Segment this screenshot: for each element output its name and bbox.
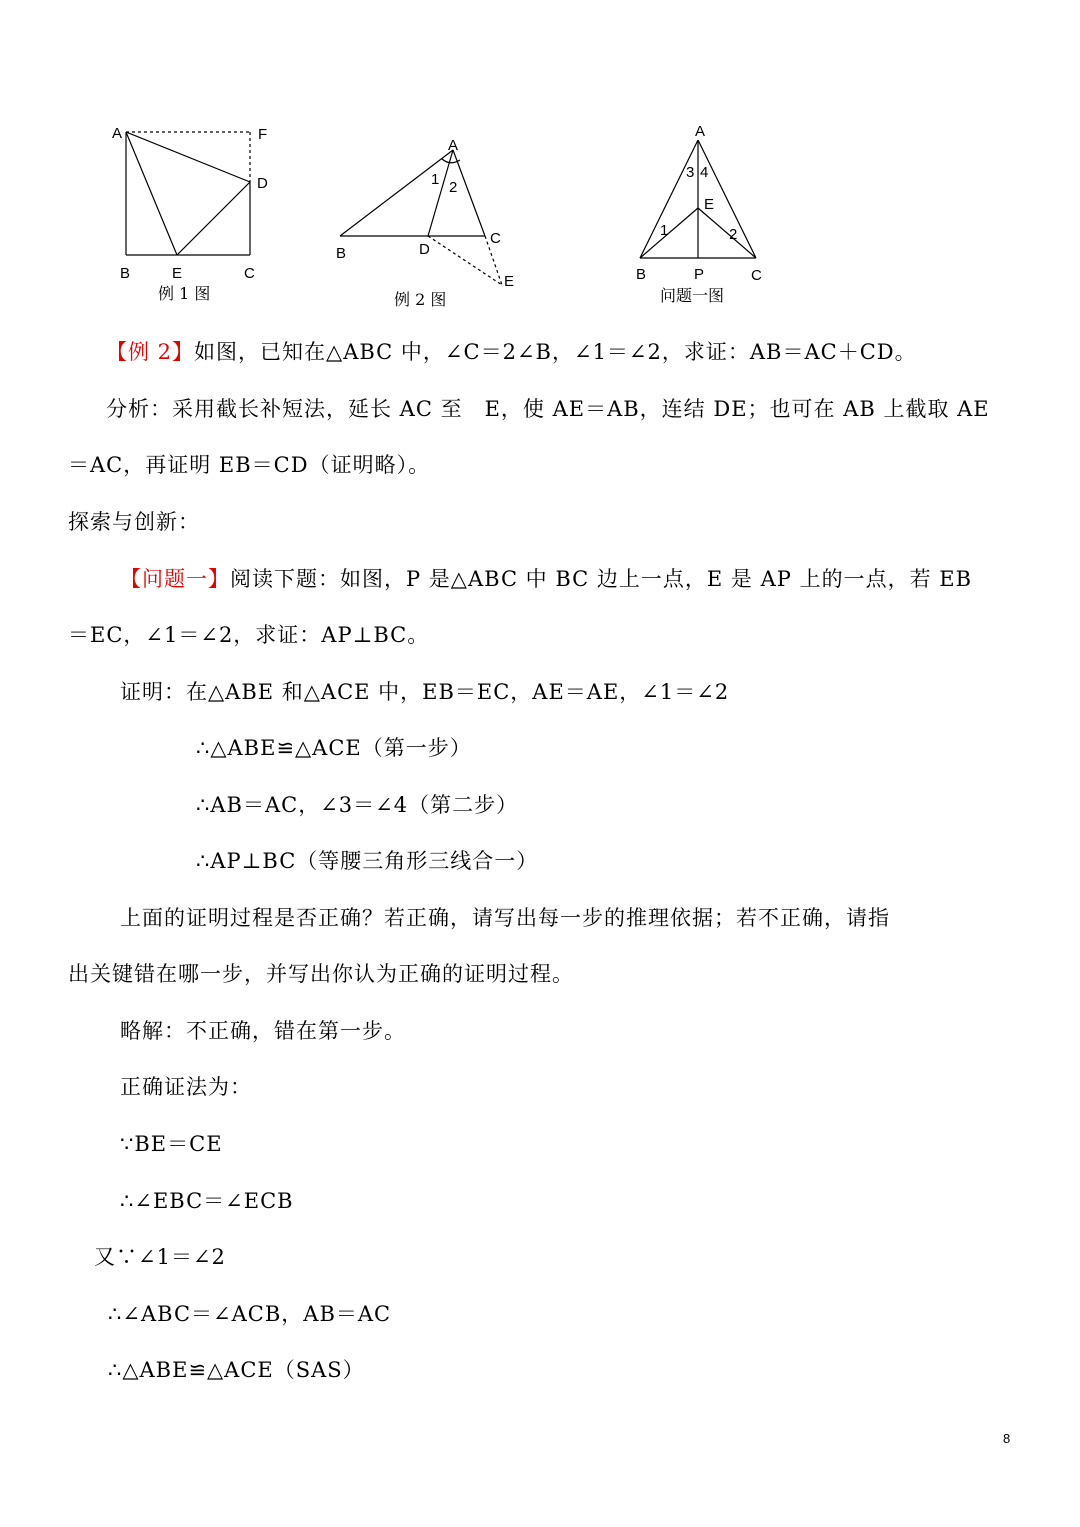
label-e: E	[504, 273, 515, 290]
label-4: 4	[700, 164, 709, 181]
label-p: P	[694, 266, 705, 283]
solution-line-7: ∴△ABE≌△ACE（SAS）	[108, 1358, 365, 1382]
label-c: C	[244, 265, 255, 282]
label-e: E	[172, 265, 183, 282]
example-2-paragraph	[106, 338, 917, 366]
figure-caption: 问题一图	[660, 286, 725, 305]
edge-ed	[177, 182, 250, 255]
label-a: A	[112, 125, 123, 142]
problem-1-tag: 【问题一】	[120, 567, 230, 591]
label-a: A	[695, 123, 706, 140]
problem-1-line-2: ＝EC，∠1＝∠2，求证：AP⊥BC。	[68, 623, 430, 647]
label-b: B	[120, 265, 131, 282]
figure-example-1	[100, 120, 290, 310]
figure-problem-1	[620, 118, 790, 313]
edge-ac	[453, 150, 485, 236]
proof-line-1: 证明：在△ABE 和△ACE 中，EB＝EC，AE＝AE，∠1＝∠2	[120, 680, 730, 704]
label-2: 2	[729, 226, 738, 243]
example-2-tag: 【例 2】	[106, 340, 195, 364]
solution-line-4: ∴∠EBC＝∠ECB	[120, 1189, 294, 1213]
edge-ab	[640, 140, 698, 258]
label-b: B	[336, 245, 347, 262]
question-line-1: 上面的证明过程是否正确？若正确，请写出每一步的推理依据；若不正确，请指	[120, 906, 890, 930]
solution-line-1: 略解：不正确，错在第一步。	[120, 1019, 406, 1043]
label-c: C	[490, 230, 501, 247]
proof-line-4: ∴AP⊥BC（等腰三角形三线合一）	[196, 849, 539, 873]
label-1: 1	[660, 222, 669, 239]
edge-be	[640, 208, 698, 258]
analysis-line-1: 分析：采用截长补短法，延长 AC 至 E，使 AE＝AB，连结 DE；也可在 AB 上截取 AE	[106, 397, 990, 421]
problem-1-paragraph	[120, 565, 972, 593]
solution-line-5: 又∵∠1＝∠2	[94, 1245, 226, 1269]
label-d: D	[257, 175, 268, 192]
edge-ad	[126, 132, 250, 182]
solution-line-6: ∴∠ABC＝∠ACB，AB＝AC	[108, 1302, 392, 1326]
label-a: A	[448, 137, 459, 154]
problem-1-text: 阅读下题：如图，P 是△ABC 中 BC 边上一点，E 是 AP 上的一点，若 EB	[230, 567, 973, 591]
label-b: B	[636, 266, 647, 283]
figure-example-2	[330, 130, 530, 315]
label-1: 1	[431, 171, 440, 188]
label-e: E	[704, 196, 715, 213]
label-2: 2	[449, 179, 458, 196]
page-number: 8	[1003, 1431, 1011, 1446]
solution-line-2: 正确证法为：	[120, 1075, 252, 1099]
edge-ce	[698, 208, 756, 258]
explore-heading: 探索与创新：	[68, 510, 200, 534]
question-line-2: 出关键错在哪一步，并写出你认为正确的证明过程。	[68, 962, 574, 986]
figure-caption: 例 1 图	[158, 284, 211, 303]
example-2-text: 如图，已知在△ABC 中，∠C＝2∠B，∠1＝∠2，求证：AB＝AC＋CD。	[194, 340, 917, 364]
proof-line-2: ∴△ABE≌△ACE（第一步）	[196, 736, 472, 760]
figure-caption: 例 2 图	[394, 290, 447, 309]
proof-line-3: ∴AB＝AC，∠3＝∠4（第二步）	[196, 793, 519, 817]
label-f: F	[258, 126, 268, 143]
label-d: D	[419, 241, 430, 258]
label-c: C	[751, 267, 762, 284]
label-3: 3	[686, 164, 695, 181]
edge-ab	[340, 150, 453, 236]
edge-ae	[126, 132, 177, 255]
analysis-line-2: ＝AC，再证明 EB＝CD（证明略）。	[68, 453, 431, 477]
solution-line-3: ∵BE＝CE	[120, 1132, 223, 1156]
